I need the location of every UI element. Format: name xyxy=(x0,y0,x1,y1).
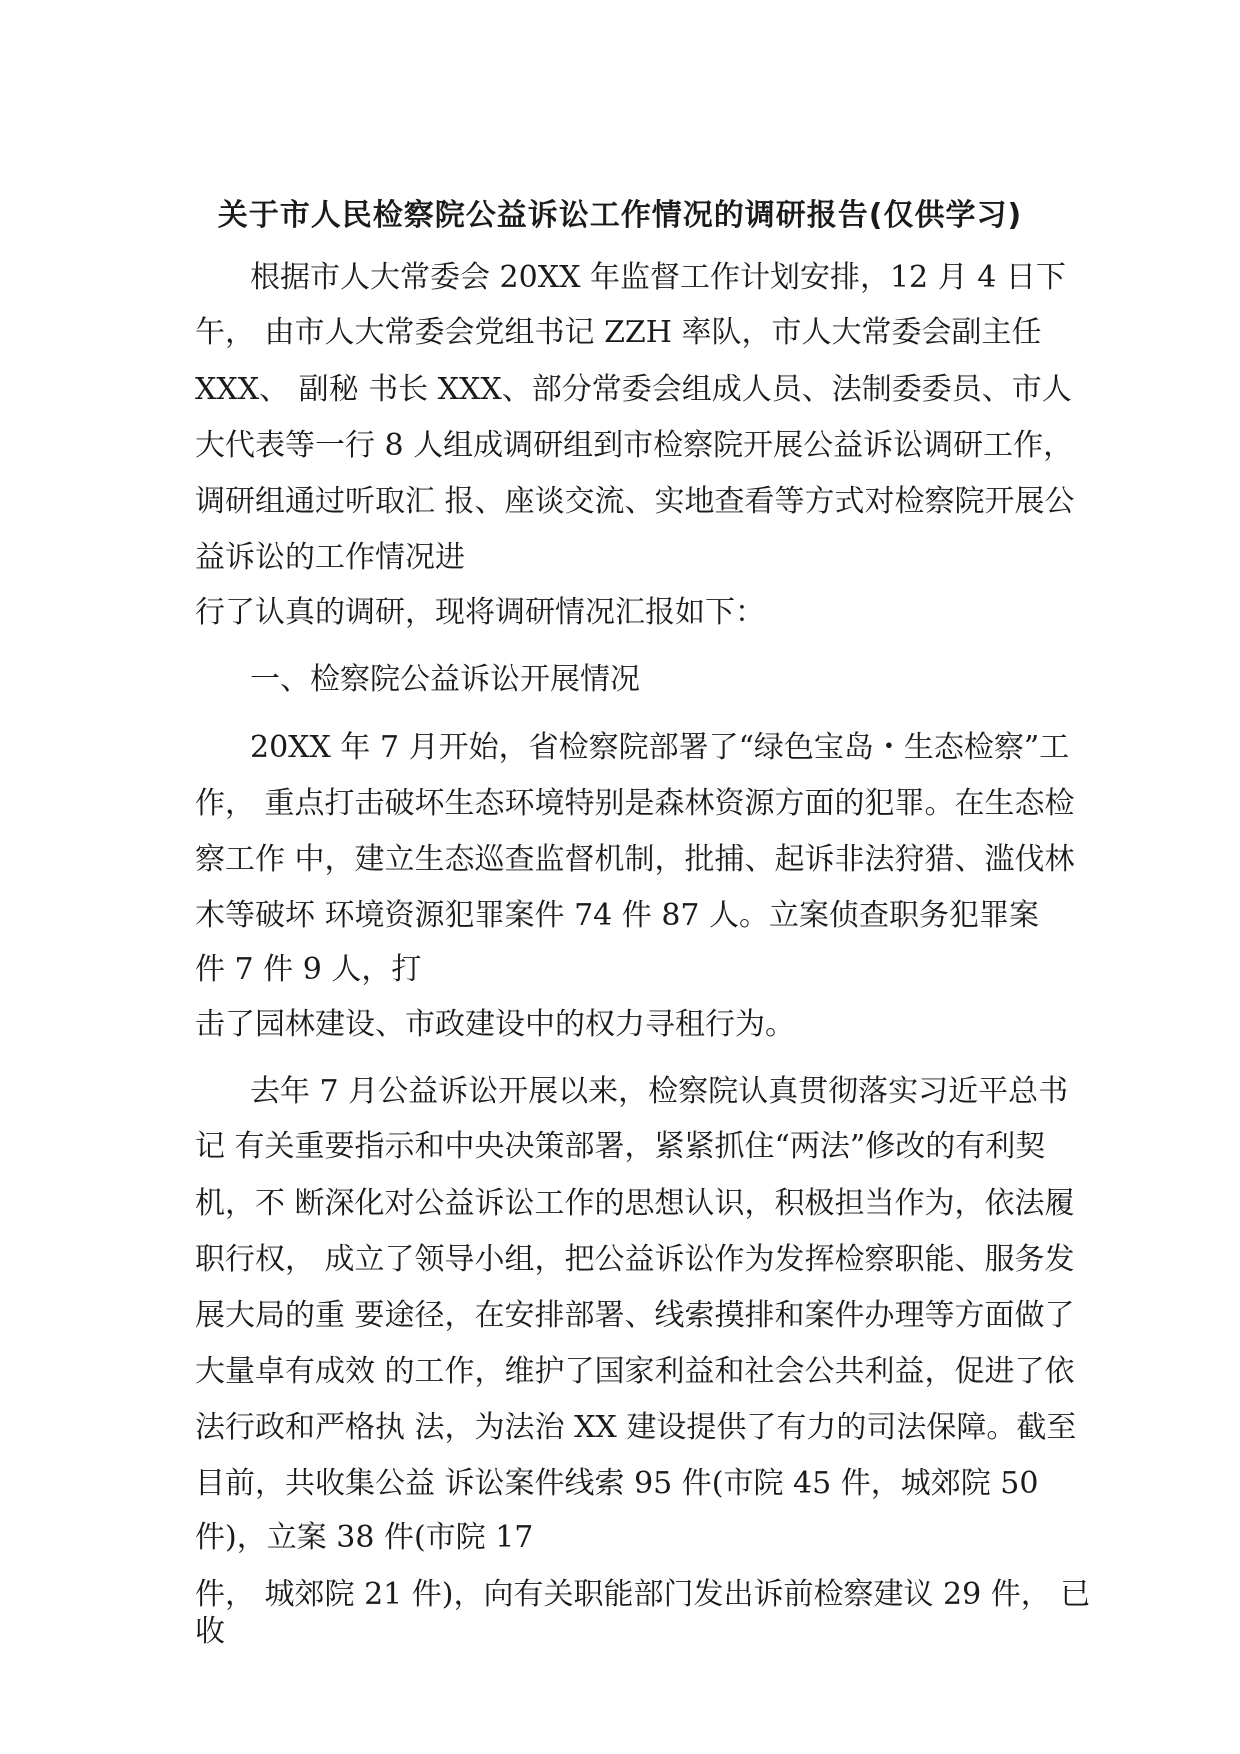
body-line-1: 根据市人大常委会 20XX 年监督工作计划安排，12 月 4 日下 xyxy=(250,260,1066,295)
body-line-7: 行了认真的调研，现将调研情况汇报如下： xyxy=(195,595,765,630)
body-line-22: 目前，共收集公益 诉讼案件线索 95 件(市院 45 件，城郊院 50 xyxy=(195,1466,1039,1501)
body-line-6: 益诉讼的工作情况进 xyxy=(195,540,465,575)
body-line-12: 木等破坏 环境资源犯罪案件 74 件 87 人。立案侦查职务犯罪案 xyxy=(195,898,1040,933)
body-line-21: 法行政和严格执 法，为法治 XX 建设提供了有力的司法保障。截至 xyxy=(195,1410,1077,1445)
body-line-16: 记 有关重要指示和中央决策部署，紧紧抓住“两法”修改的有利契 xyxy=(195,1129,1046,1164)
body-line-20: 大量卓有成效 的工作，维护了国家利益和社会公共利益，促进了依 xyxy=(195,1354,1075,1389)
body-line-23: 件)，立案 38 件(市院 17 xyxy=(195,1520,534,1555)
document-title: 关于市人民检察院公益诉讼工作情况的调研报告(仅供学习) xyxy=(217,198,1023,233)
body-line-4: 大代表等一行 8 人组成调研组到市检察院开展公益诉讼调研工作， xyxy=(195,428,1074,463)
body-line-3: XXX、 副秘 书长 XXX、部分常委会组成人员、法制委委员、市人 xyxy=(195,372,1072,407)
body-line-14: 击了园林建设、市政建设中的权力寻租行为。 xyxy=(195,1007,795,1042)
section-heading-1: 一、检察院公益诉讼开展情况 xyxy=(250,662,640,697)
body-line-25: 收 xyxy=(195,1614,225,1649)
body-line-24: 件， 城郊院 21 件)，向有关职能部门发出诉前检察建议 29 件， 已 xyxy=(195,1577,1091,1612)
body-line-2: 午， 由市人大常委会党组书记 ZZH 率队，市人大常委会副主任 xyxy=(195,315,1042,350)
body-line-13: 件 7 件 9 人，打 xyxy=(195,952,422,987)
body-line-10: 作， 重点打击破坏生态环境特别是森林资源方面的犯罪。在生态检 xyxy=(195,786,1075,821)
body-line-9: 20XX 年 7 月开始，省检察院部署了“绿色宝岛・生态检察”工 xyxy=(250,730,1070,765)
body-line-17: 机，不 断深化对公益诉讼工作的思想认识，积极担当作为，依法履 xyxy=(195,1186,1075,1221)
body-line-5: 调研组通过听取汇 报、座谈交流、实地查看等方式对检察院开展公 xyxy=(195,484,1075,519)
body-line-11: 察工作 中，建立生态巡查监督机制，批捕、起诉非法狩猎、滥伐林 xyxy=(195,842,1075,877)
body-line-15: 去年 7 月公益诉讼开展以来，检察院认真贯彻落实习近平总书 xyxy=(250,1074,1069,1109)
body-line-19: 展大局的重 要途径，在安排部署、线索摸排和案件办理等方面做了 xyxy=(195,1298,1075,1333)
body-line-18: 职行权， 成立了领导小组，把公益诉讼作为发挥检察职能、服务发 xyxy=(195,1242,1075,1277)
